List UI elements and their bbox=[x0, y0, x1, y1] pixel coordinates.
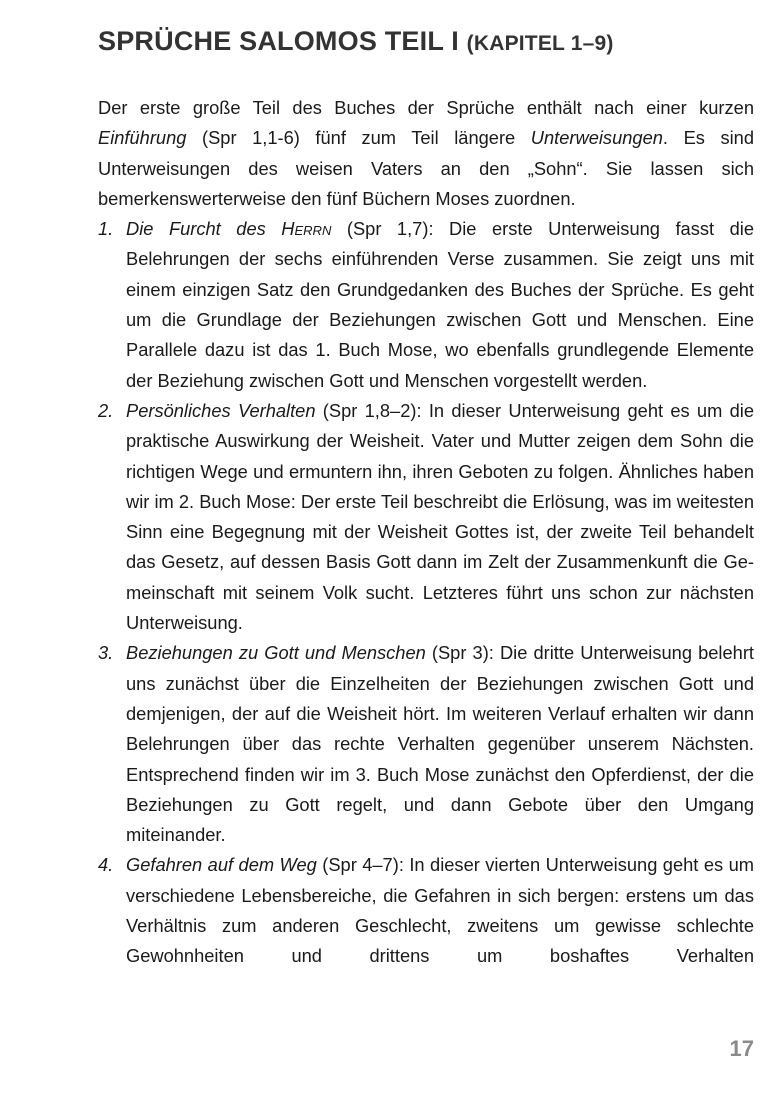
item-number: 3. bbox=[98, 642, 114, 664]
intro-text-3: . Es sind Unterweisungen des weisen Vaters an den „Sohn“. Sie lassen sich bemerkenswerterweise den fünf Büchern Moses zuordnen. bbox=[98, 127, 754, 209]
item-term bbox=[126, 218, 331, 239]
intro-text-1: Der erste große Teil des Buches der Sprüche enthält nach einer kurzen bbox=[98, 97, 754, 118]
list-item bbox=[98, 214, 754, 396]
page-content bbox=[98, 26, 754, 972]
item-text: : In dieser Unterweisung geht es um die praktische Auswirkung der Weisheit. Vater und Mutter zeigen dem Sohn die richtigen Wege und ermuntern ihn, ihren Geboten zu folgen. Ähnliches haben wir im 2. Buch Mose: Der erste Teil beschreibt die Erlösung, was im weitesten Sinn eine Begegnung mit der Weisheit Gottes ist, der zweite Teil behandelt das Gesetz, auf dessen Basis Gott dann im Zelt der Zusammenkunft die Gemeinschaft mit seinem Volk sucht. Letzteres führt uns schon zur nächsten Unterweisung. bbox=[126, 399, 754, 634]
page-number: 17 bbox=[729, 1036, 754, 1061]
intro-term-einfuehrung: Einführung bbox=[98, 127, 187, 149]
item-reference: (Spr 1,7) bbox=[331, 218, 429, 240]
item-term: Gefahren auf dem Weg bbox=[126, 854, 317, 876]
item-reference: (Spr 4–7) bbox=[316, 854, 399, 876]
list-item bbox=[98, 396, 754, 638]
intro-text-2: (Spr 1,1-6) fünf zum Teil längere bbox=[186, 127, 531, 149]
intro-paragraph bbox=[98, 93, 754, 214]
item-reference: (Spr 1,8–2) bbox=[315, 399, 417, 421]
instruction-list bbox=[98, 214, 754, 971]
item-term: Persönliches Verhalten bbox=[126, 399, 316, 421]
chapter-heading bbox=[98, 26, 754, 57]
item-text: : Die dritte Unterweisung belehrt uns zunächst über die Einzelheiten der Beziehungen zwischen Gott und demjenigen, der auf die Weisheit hört. Im weiteren Verlauf erhalten wir dann Belehrungen über das rechte Verhalten gegenüber unserem Nächsten. Entsprechend finden wir im 3. Buch Mose zunächst den Opferdienst, der die Beziehungen zu Gott regelt, und dann Gebote über den Umgang miteinander. bbox=[126, 642, 754, 846]
intro-term-unterweisungen: Unterweisungen bbox=[530, 127, 663, 149]
item-term-part: Die Furcht des bbox=[126, 218, 282, 240]
item-number: 4. bbox=[98, 854, 114, 876]
item-text: : Die erste Unterweisung fasst die Belehrungen der sechs einführenden Verse zusammen. Sie zeigt uns mit einem einzigen Satz den Grundgedanken des Buches der Sprüche. Es geht um die Grundlage der Beziehungen zwischen Gott und Menschen. Eine Parallele dazu ist das 1. Buch Mose, wo ebenfalls grundlegende Elemente der Beziehung zwischen Gott und Menschen vorgestellt werden. bbox=[126, 218, 754, 391]
heading-sub: (KAPITEL 1–9) bbox=[466, 32, 614, 55]
heading-main: SPRÜCHE SALOMOS TEIL I bbox=[98, 26, 459, 56]
item-number: 1. bbox=[98, 218, 114, 240]
list-item bbox=[98, 638, 754, 850]
item-reference: (Spr 3) bbox=[425, 642, 489, 664]
item-text: : In dieser vierten Unterweisung geht es um verschiedene Lebensbereiche, die Gefahren in sich bergen: erstens um das Verhältnis zum anderen Geschlecht, zweitens um gewisse schlechte Gewohnheiten und drittens um boshaftes Verhalten bbox=[126, 854, 754, 967]
item-number: 2. bbox=[98, 399, 114, 421]
item-term: Beziehungen zu Gott und Menschen bbox=[126, 642, 426, 664]
item-term-smallcaps: Herrn bbox=[281, 218, 332, 240]
list-item bbox=[98, 850, 754, 971]
